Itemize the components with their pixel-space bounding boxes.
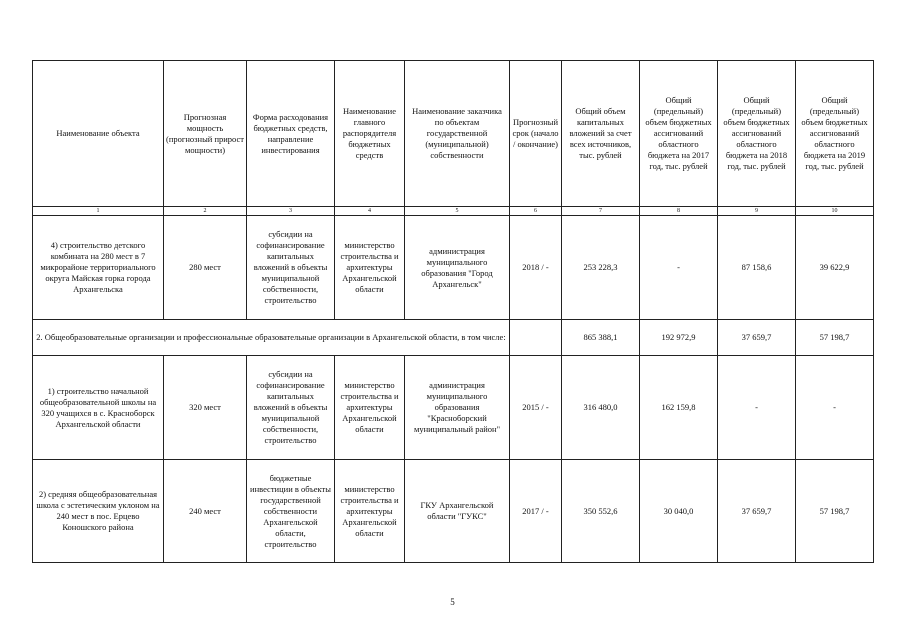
spending-form-cell: субсидии на софинансирование капитальных вложений в объекты муниципальной собственности, строительство — [247, 356, 335, 460]
column-number: 4 — [335, 207, 405, 216]
header-row — [33, 61, 874, 207]
term-cell — [510, 320, 562, 356]
object-name-cell: 1) строительство начальной общеобразовательной школы на 320 учащихся в с. Красноборск Архангельской области — [33, 356, 164, 460]
distributor-cell: министерство строительства и архитектуры Архангельской области — [335, 460, 405, 563]
total-investment-cell: 350 552,6 — [562, 460, 640, 563]
header-capacity: Прогнозная мощность (прогнозный прирост мощности) — [164, 61, 247, 207]
capacity-cell: 320 мест — [164, 356, 247, 460]
budget-2017-cell: 162 159,8 — [640, 356, 718, 460]
budget-2017-cell: 192 972,9 — [640, 320, 718, 356]
header-spending-form: Форма расходования бюджетных средств, направление инвестирования — [247, 61, 335, 207]
header-term: Прогнозный срок (начало / окончание) — [510, 61, 562, 207]
total-investment-cell: 316 480,0 — [562, 356, 640, 460]
budget-2017-cell: 30 040,0 — [640, 460, 718, 563]
budget-2018-cell: 37 659,7 — [718, 460, 796, 563]
section-row — [33, 320, 874, 356]
column-number: 9 — [718, 207, 796, 216]
table-row — [33, 356, 874, 460]
budget-table — [32, 60, 874, 563]
budget-2018-cell: 87 158,6 — [718, 216, 796, 320]
budget-2019-cell: 57 198,7 — [796, 460, 874, 563]
budget-2019-cell: 39 622,9 — [796, 216, 874, 320]
term-cell: 2017 / - — [510, 460, 562, 563]
term-cell: 2018 / - — [510, 216, 562, 320]
column-number: 10 — [796, 207, 874, 216]
header-main-distributor: Наименование главного распорядителя бюджетных средств — [335, 61, 405, 207]
customer-cell: администрация муниципального образования "Красноборский муниципальный район" — [405, 356, 510, 460]
header-budget-2018: Общий (предельный) объем бюджетных ассигнований областного бюджета на 2018 год, тыс. рублей — [718, 61, 796, 207]
column-number: 7 — [562, 207, 640, 216]
spending-form-cell: субсидии на софинансирование капитальных вложений в объекты муниципальной собственности, строительство — [247, 216, 335, 320]
object-name-cell: 4) строительство детского комбината на 280 мест в 7 микрорайоне территориального округа Майская горка города Архангельска — [33, 216, 164, 320]
column-number: 3 — [247, 207, 335, 216]
distributor-cell: министерство строительства и архитектуры Архангельской области — [335, 216, 405, 320]
budget-2019-cell: - — [796, 356, 874, 460]
column-number-row — [33, 207, 874, 216]
header-object-name: Наименование объекта — [33, 61, 164, 207]
column-number: 1 — [33, 207, 164, 216]
column-number: 8 — [640, 207, 718, 216]
table-row — [33, 460, 874, 563]
budget-2017-cell: - — [640, 216, 718, 320]
section-title-cell: 2. Общеобразовательные организации и профессиональные образовательные организации в Архангельской области, в том числе: — [33, 320, 510, 356]
column-number: 2 — [164, 207, 247, 216]
budget-2019-cell: 57 198,7 — [796, 320, 874, 356]
term-cell: 2015 / - — [510, 356, 562, 460]
budget-2018-cell: 37 659,7 — [718, 320, 796, 356]
header-budget-2019: Общий (предельный) объем бюджетных ассигнований областного бюджета на 2019 год, тыс. рублей — [796, 61, 874, 207]
header-customer: Наименование заказчика по объектам государственной (муниципальной) собственности — [405, 61, 510, 207]
header-total-investment: Общий объем капитальных вложений за счет всех источников, тыс. рублей — [562, 61, 640, 207]
capacity-cell: 240 мест — [164, 460, 247, 563]
object-name-cell: 2) средняя общеобразовательная школа с эстетическим уклоном на 240 мест в пос. Ерцево Коношского района — [33, 460, 164, 563]
column-number: 5 — [405, 207, 510, 216]
table-row — [33, 216, 874, 320]
capacity-cell: 280 мест — [164, 216, 247, 320]
spending-form-cell: бюджетные инвестиции в объекты государственной собственности Архангельской области, строительство — [247, 460, 335, 563]
total-investment-cell: 865 388,1 — [562, 320, 640, 356]
customer-cell: администрация муниципального образования "Город Архангельск" — [405, 216, 510, 320]
budget-2018-cell: - — [718, 356, 796, 460]
page-number: 5 — [450, 597, 455, 607]
distributor-cell: министерство строительства и архитектуры Архангельской области — [335, 356, 405, 460]
total-investment-cell: 253 228,3 — [562, 216, 640, 320]
customer-cell: ГКУ Архангельской области "ГУКС" — [405, 460, 510, 563]
header-budget-2017: Общий (предельный) объем бюджетных ассигнований областного бюджета на 2017 год, тыс. рублей — [640, 61, 718, 207]
column-number: 6 — [510, 207, 562, 216]
